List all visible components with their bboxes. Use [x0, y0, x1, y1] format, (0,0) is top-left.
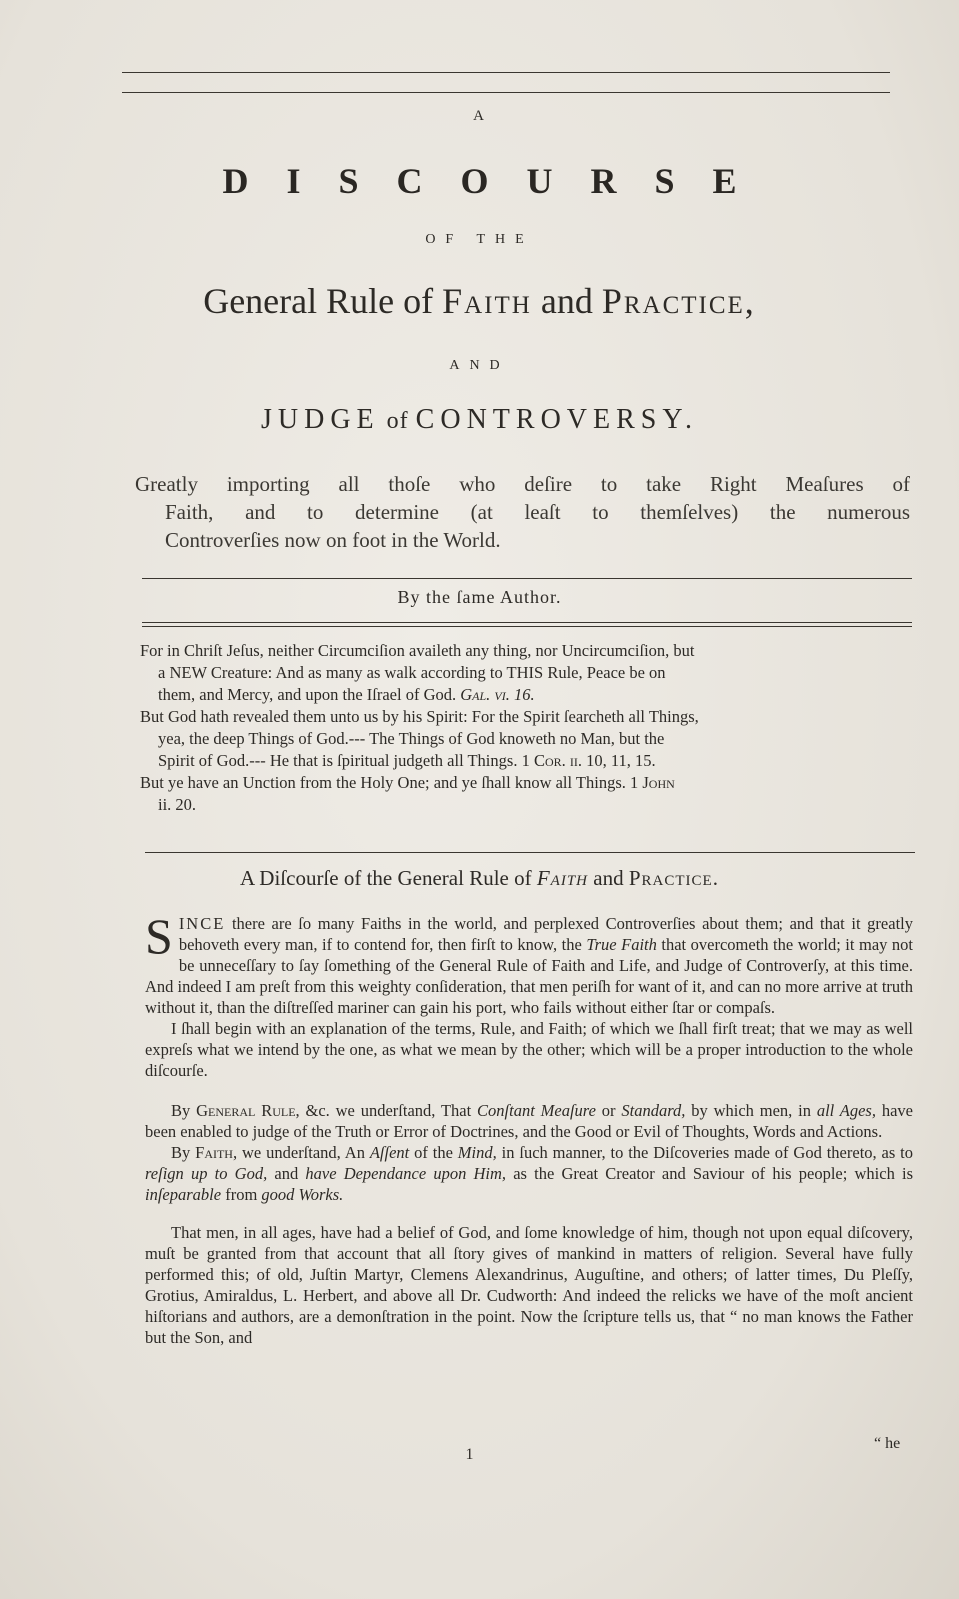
- paragraph-1-text-a: there are ſo many Faiths in the world, and perplexed Controverſies about them; and that it greatly behoveth every man, if to contend for, then firſt to know, the: [178, 914, 913, 954]
- p4-mind: Mind,: [457, 1143, 497, 1162]
- top-rule-1: [122, 72, 890, 73]
- quote-1-line-1: For in Chriſt Jeſus, neither Circumciſion availeth any thing, nor Uncircumciſion, but: [140, 641, 695, 660]
- p3-general-rule: General Rule: [196, 1101, 296, 1120]
- epigraph-quote-1: [140, 640, 910, 706]
- paragraph-1-italic: True Faith: [586, 935, 657, 954]
- paragraph-3: [145, 1100, 913, 1142]
- subtitle-line-1: Greatly importing all thoſe who deſire to take Right Meaſures of: [135, 472, 910, 496]
- p3-c: or: [595, 1101, 622, 1120]
- p3-standard: Standard,: [621, 1101, 686, 1120]
- quote-1-line-2: a NEW Creature: And as many as walk according to THIS Rule, Peace be on: [158, 663, 666, 682]
- epigraph-quote-2: [140, 706, 910, 772]
- title-of-the: OF THE: [425, 232, 534, 247]
- p4-resign: reſign up to God,: [145, 1164, 268, 1183]
- p3-all-ages: all Ages,: [816, 1101, 876, 1120]
- drop-cap: S: [145, 908, 173, 964]
- title-discourse: DISCOURSE: [222, 161, 775, 201]
- quote-2-line-2: yea, the deep Things of God.--- The Things of God knoweth no Man, but the: [158, 729, 665, 748]
- title-general-rule-text: General Rule of: [203, 281, 443, 321]
- byline-rule-bottom-2: [142, 626, 912, 627]
- p4-assent: Aſſent: [369, 1143, 410, 1162]
- p4-f: as the Great Creator and Saviour of his people; which is: [506, 1164, 913, 1183]
- quote-2-reference: 1 Cor. ii. 10, 11, 15.: [521, 751, 656, 770]
- quote-3-line-1-text: But ye have an Unction from the Holy One; and ye ſhall know all Things.: [140, 773, 626, 792]
- p3-d: by which men, in: [685, 1101, 817, 1120]
- section-rule: [145, 852, 915, 853]
- paragraph-1: [145, 908, 913, 1018]
- quote-1-line-3: [140, 684, 910, 706]
- paragraph-5: That men, in all ages, have had a belief of God, and ſome knowledge of him, though not upon equal diſcovery, muſt be granted from that account that all ſtory gives of mankind in matters of religion. Several have fully performed this; of old, Juſtin Martyr, Clemens Alexandrinus, Auguſtine, and others; of latter times, Du Pleſſy, Grotius, Amiraldus, L. Herbert, and above all Dr. Cudworth: And indeed the relicks we have of the moſt ancient hiſtorians and authors, are a demonſtration in the point. Now the ſcripture tells us, that “ no man knows the Father but the Son, and: [145, 1223, 913, 1347]
- quote-2-line-1: But God hath revealed them unto us by his Spirit: For the Spirit ſearcheth all Things,: [140, 707, 699, 726]
- p4-good-works: good Works.: [261, 1185, 344, 1204]
- section-heading-faith: Faith: [536, 866, 589, 890]
- p3-a: By: [171, 1101, 197, 1120]
- p4-faith: Faith: [195, 1143, 233, 1162]
- p4-e: and: [267, 1164, 306, 1183]
- paragraph-1-caps: INCE: [178, 914, 226, 933]
- byline: By the ſame Author.: [397, 587, 562, 607]
- epigraph-block: [140, 640, 910, 816]
- title-judge-line: [0, 404, 959, 436]
- section-heading: [0, 866, 959, 891]
- p4-b: , we underſtand, An: [232, 1143, 370, 1162]
- byline-rule-top: [142, 578, 912, 579]
- title-judge: JUDGE: [261, 404, 380, 435]
- top-rule-2: [122, 92, 890, 93]
- catchword: “ he: [874, 1435, 901, 1452]
- title-article: A: [473, 108, 486, 124]
- p4-dependance: have Dependance upon Him,: [305, 1164, 507, 1183]
- title-faith: Faith: [442, 281, 532, 321]
- quote-1-reference: Gal. vi. 16.: [460, 685, 535, 704]
- p4-g: from: [221, 1185, 262, 1204]
- quote-2-line-3: [140, 750, 910, 772]
- p4-a: By: [171, 1143, 196, 1162]
- subtitle-line-3: Controverſies now on foot in the World.: [165, 528, 501, 552]
- section-heading-practice: Practice.: [628, 866, 719, 890]
- section-heading-pre: A Diſcourſe of the General Rule of: [240, 866, 537, 890]
- paragraph-1-text-b: that overcometh the world; it may not be unneceſſary to ſay ſomething of the General Rule of Faith and Life, and Judge of Controverſy, at this time. And indeed I am preſt from this weighty conſideration, that men periſh for want of it, and can no more arrive at truth without it, than the diſtreſſed mariner can gain his port, who fails without either ſtar or compaſs.: [145, 935, 913, 1017]
- title-general-rule: [0, 280, 959, 322]
- p3-constant-measure: Conſtant Meaſure: [477, 1101, 596, 1120]
- title-practice: Practice,: [601, 281, 756, 321]
- paragraph-2: I ſhall begin with an explanation of the terms, Rule, and Faith; of which we ſhall firſt treat; that we may as well expreſs what we intend by the one, as what we mean by the other; which will be a proper introduction to the whole diſcourſe.: [145, 1019, 913, 1080]
- paragraph-4: [145, 1142, 913, 1205]
- subtitle-line-2: Faith, and to determine (at leaſt to themſelves) the numerous: [165, 500, 910, 524]
- epigraph-quote-3: [140, 772, 910, 816]
- quote-3-line-1: [140, 772, 910, 794]
- p4-d: in ſuch manner, to the Diſcoveries made of God thereto, as to: [496, 1143, 913, 1162]
- p3-b: , &c. we underſtand, That: [295, 1101, 478, 1120]
- p4-inseparable: inſeparable: [145, 1185, 222, 1204]
- title-of-word: of: [379, 408, 416, 434]
- body-text: [145, 908, 913, 1348]
- p4-c: of the: [409, 1143, 458, 1162]
- quote-2-line-3-text: Spirit of God.--- He that is ſpiritual judgeth all Things.: [158, 751, 518, 770]
- title-controversy: CONTROVERSY.: [415, 404, 698, 435]
- page-number: 1: [465, 1446, 474, 1463]
- title-and-word: and: [531, 281, 602, 321]
- title-and-line: AND: [449, 358, 510, 373]
- quote-3-reference: 1 John: [630, 773, 675, 792]
- section-heading-mid: and: [588, 866, 629, 890]
- quote-1-line-3-text: them, and Mercy, and upon the Iſrael of God.: [158, 685, 457, 704]
- subtitle-paragraph: [135, 470, 910, 554]
- p3-e: have been enabled to judge of the Truth or Error of Doctrines, and the Good or Evil of Thoughts, Words and Actions.: [145, 1101, 913, 1141]
- quote-3-line-2: ii. 20.: [158, 795, 197, 814]
- byline-rule-bottom: [142, 622, 912, 623]
